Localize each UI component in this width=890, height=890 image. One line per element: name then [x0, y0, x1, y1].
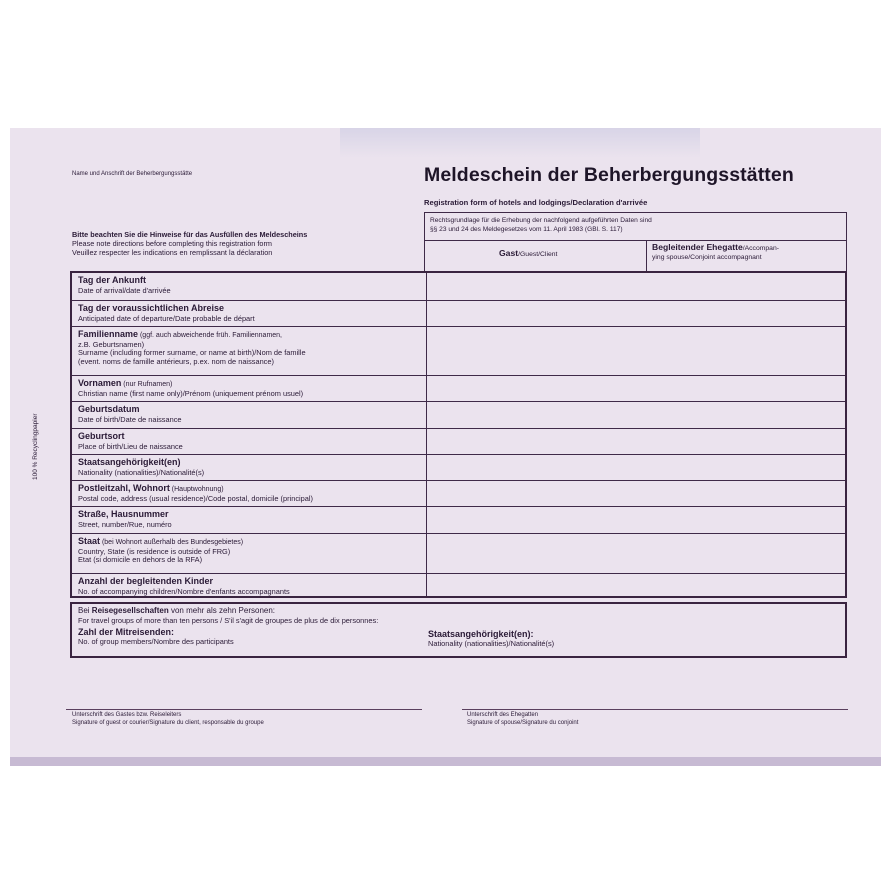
field-label-translation: Nationality (nationalities)/Nationalité(s)	[78, 468, 205, 477]
establishment-field[interactable]	[72, 180, 402, 228]
field-label-note: (Hauptwohnung)	[169, 486, 224, 493]
column-header-guest	[499, 249, 557, 259]
group-nationality-label: Staatsangehörigkeit(en):	[428, 629, 534, 639]
table-row-first-name	[72, 376, 845, 402]
table-row-arrival	[72, 273, 845, 301]
table-row-postal-code	[72, 481, 845, 507]
group-members-input[interactable]	[272, 626, 412, 648]
table-row-street	[72, 507, 845, 534]
surname-input[interactable]	[428, 327, 845, 375]
field-label	[78, 457, 423, 477]
field-label	[78, 378, 423, 398]
field-label-translation: Surname (including former surname, or name at birth)/Nom de famille	[78, 348, 306, 358]
first-name-input[interactable]	[428, 376, 845, 401]
guest-signature-label-de: Unterschrift des Gastes bzw. Reiseleiters	[72, 712, 182, 718]
children-input[interactable]	[428, 574, 845, 598]
spouse-signature-label-en-fr: Signature of spouse/Signature du conjoint	[467, 720, 579, 726]
table-row-birth-date	[72, 402, 845, 429]
spouse-header-rest: /Accompan-	[742, 245, 779, 252]
street-input[interactable]	[428, 507, 845, 533]
field-label-de: Straße, Hausnummer	[78, 509, 169, 519]
spouse-header-bold: Begleitender Ehegatte	[652, 242, 743, 252]
field-label	[78, 431, 423, 451]
group-members-sublabel: No. of group members/Nombre des participants	[78, 637, 234, 646]
table-row-birth-place	[72, 429, 845, 455]
instructions	[72, 230, 307, 257]
country-input[interactable]	[428, 534, 845, 573]
guest-signature-line[interactable]	[66, 709, 422, 710]
registration-form-sheet	[10, 128, 881, 766]
header-column-divider	[646, 240, 647, 273]
form-title: Meldeschein der Beherbergungsstätten	[424, 164, 794, 186]
field-label-translation: Postal code, address (usual residence)/Code postal, domicile (principal)	[78, 494, 313, 503]
field-label	[78, 536, 423, 565]
field-label-translation: No. of accompanying children/Nombre d'enfants accompagnants	[78, 587, 290, 596]
field-label-de: Vornamen	[78, 378, 122, 388]
field-label-translation: Country, State (is residence is outside of FRG)	[78, 547, 231, 556]
field-label-translation: Christian name (first name only)/Prénom (uniquement prénom usuel)	[78, 389, 304, 398]
field-label-translation: (event. noms de famille antérieurs, p.ex. nom de naissance)	[78, 356, 274, 366]
column-header-spouse	[652, 243, 779, 262]
field-label-note: (nur Rufnamen)	[121, 381, 173, 388]
field-label	[78, 483, 423, 503]
birth-date-input[interactable]	[428, 402, 845, 428]
field-label	[78, 329, 423, 366]
instructions-en: Please note directions before completing this registration form	[72, 239, 272, 248]
recycling-note: 100 % Recyclingpapier	[32, 413, 39, 480]
field-label-translation: z.B. Geburtsnamen)	[78, 340, 145, 349]
table-row-nationality	[72, 455, 845, 481]
group-nationality-input[interactable]	[632, 626, 832, 648]
table-row-surname	[72, 327, 845, 376]
legal-basis	[430, 216, 652, 234]
field-label	[78, 404, 423, 424]
registration-table	[70, 271, 847, 598]
arrival-input[interactable]	[428, 273, 845, 300]
group-intro-pre: Bei	[78, 606, 92, 615]
field-label-de: Staatsangehörigkeit(en)	[78, 457, 181, 467]
group-intro-post: von mehr als zehn Personen:	[168, 606, 276, 615]
establishment-label: Name und Anschrift der Beherbergungsstätte	[72, 171, 193, 177]
field-label-translation: Street, number/Rue, numéro	[78, 520, 172, 529]
field-label-translation: Date of arrival/date d'arrivée	[78, 286, 171, 295]
field-label-de: Postleitzahl, Wohnort	[78, 483, 170, 493]
header-divider	[425, 240, 846, 241]
field-label-translation: Date of birth/Date de naissance	[78, 415, 182, 424]
spouse-signature-label-de: Unterschrift des Ehegatten	[467, 712, 539, 718]
group-intro-de	[78, 606, 275, 615]
field-label-de: Staat	[78, 536, 101, 546]
field-label-de: Familienname	[78, 329, 139, 339]
field-label-de: Geburtsdatum	[78, 404, 140, 414]
field-label-translation: Place of birth/Lieu de naissance	[78, 442, 183, 451]
field-label-de: Tag der Ankunft	[78, 275, 146, 285]
table-row-departure	[72, 301, 845, 327]
field-label-de: Geburtsort	[78, 431, 125, 441]
field-label-note: (bei Wohnort außerhalb des Bundesgebietes)	[100, 539, 244, 546]
field-label-de: Tag der voraussichtlichen Abreise	[78, 303, 225, 313]
group-intro-bold: Reisegesellschaften	[91, 606, 169, 615]
birth-place-input[interactable]	[428, 429, 845, 454]
instructions-de: Bitte beachten Sie die Hinweise für das Ausfüllen des Meldescheins	[72, 230, 308, 239]
table-row-country	[72, 534, 845, 574]
nationality-input[interactable]	[428, 455, 845, 480]
travel-group-box	[70, 602, 847, 658]
postal-code-input[interactable]	[428, 481, 845, 506]
form-subtitle: Registration form of hotels and lodgings/Declaration d'arrivée	[424, 198, 648, 207]
field-label-translation: Anticipated date of departure/Date probable de départ	[78, 314, 255, 323]
guest-header-rest: /Guest/Client	[518, 251, 558, 258]
field-label	[78, 576, 423, 596]
group-intro-en-fr: For travel groups of more than ten persons / S'il s'agit de groupes de plus de dix personnes:	[78, 616, 379, 625]
spouse-signature-line[interactable]	[462, 709, 848, 710]
instructions-fr: Veuillez respecter les indications en remplissant la déclaration	[72, 248, 273, 257]
guest-header-bold: Gast	[499, 248, 519, 258]
field-label	[78, 275, 423, 295]
guest-signature-label-en-fr: Signature of guest or courier/Signature du client, responsable du groupe	[72, 720, 264, 726]
field-label	[78, 303, 423, 323]
departure-input[interactable]	[428, 301, 845, 326]
legal-basis-line1: Rechtsgrundlage für die Erhebung der nachfolgend aufgeführten Daten sind	[430, 217, 652, 224]
spouse-header-line2: ying spouse/Conjoint accompagnant	[652, 254, 762, 261]
group-members-label: Zahl der Mitreisenden:	[78, 627, 175, 637]
legal-basis-line2: §§ 23 und 24 des Meldegesetzes vom 11. April 1983 (GBl. S. 117)	[430, 226, 623, 233]
group-nationality-sublabel: Nationality (nationalities)/Nationalité(s)	[428, 639, 555, 648]
field-label	[78, 509, 423, 529]
field-label-note: (ggf. auch abweichende früh. Familiennamen,	[138, 332, 283, 339]
field-label-translation: Etat (si domicile en dehors de la RFA)	[78, 555, 203, 565]
field-label-de: Anzahl der begleitenden Kinder	[78, 576, 214, 586]
table-row-children	[72, 574, 845, 598]
column-header-box	[424, 212, 847, 273]
